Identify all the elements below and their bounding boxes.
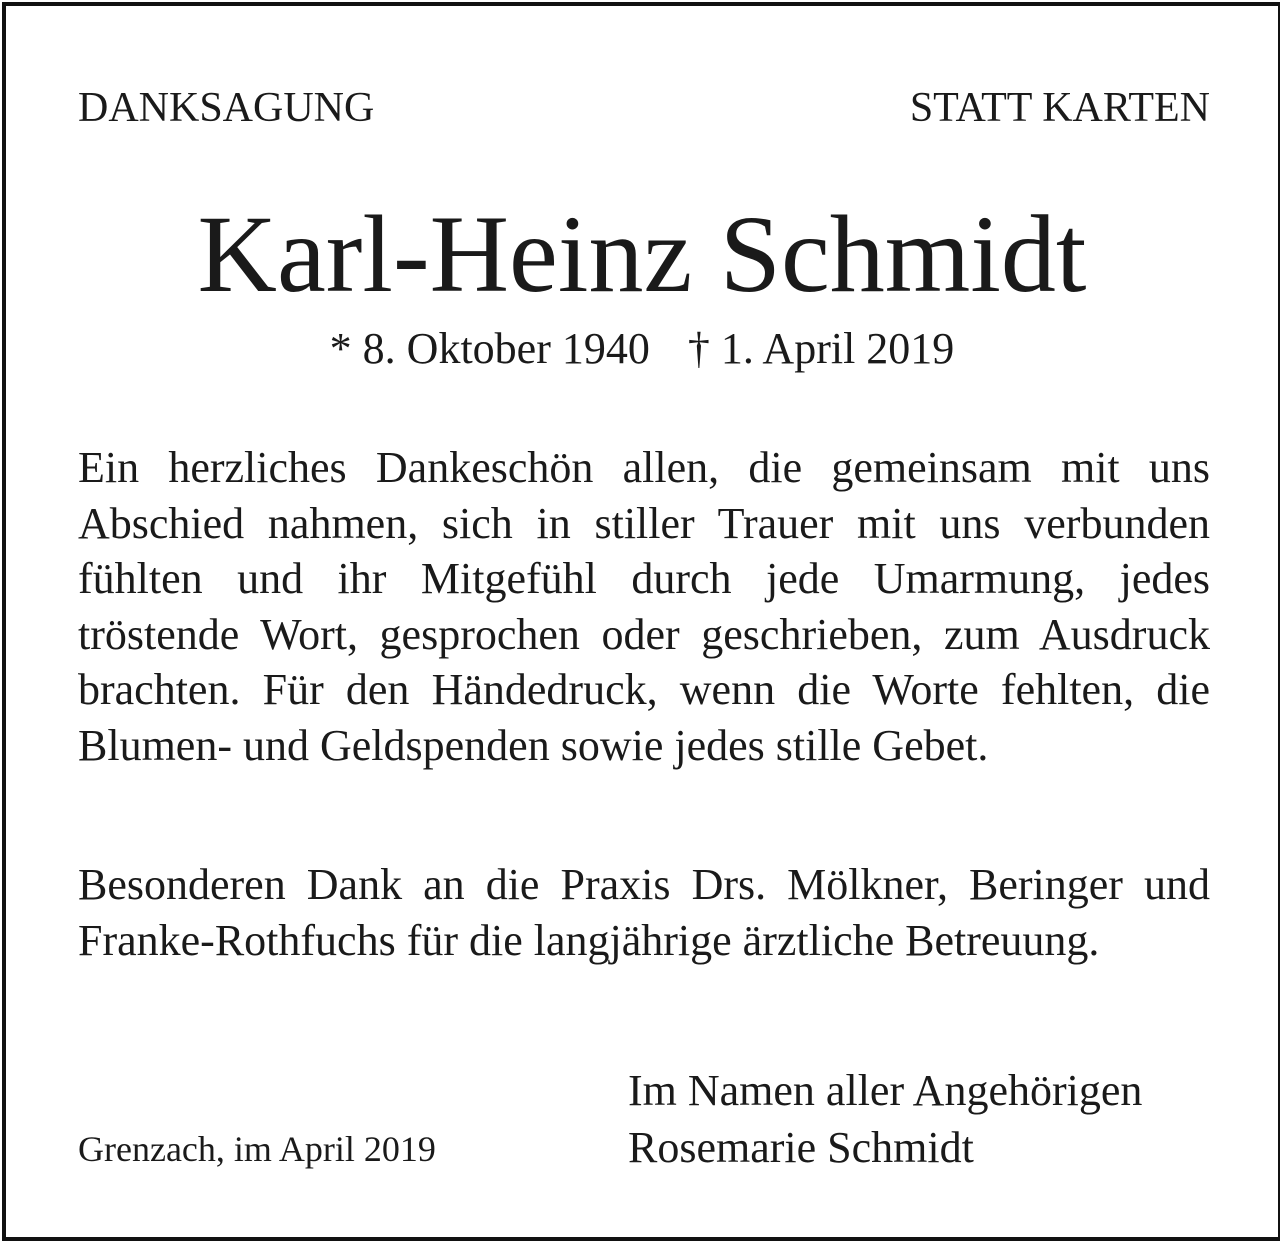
- deceased-name: Karl-Heinz Schmidt: [197, 193, 1087, 315]
- heading-statt-karten: STATT KARTEN: [909, 85, 1210, 131]
- thanks-paragraph: Ein herzliches Dankeschön allen, die gemeinsam mit uns Abschied nahmen, sich in stiller Trauer mit uns verbunden fühlten und ihr Mitgefühl durch jede Umarmung, jedes tröstende Wort, gesprochen oder geschrieben, zum Ausdruck brachten. Für den Händedruck, wenn die Worte fehlten, die Blumen- und Geldspenden sowie jedes stille Gebet.: [78, 443, 1210, 770]
- signature-block: [628, 1062, 1142, 1176]
- life-dates: [6, 324, 1278, 374]
- birth-date: * 8. Oktober 1940: [329, 324, 650, 373]
- death-date: † 1. April 2019: [687, 324, 955, 373]
- signature-name: Rosemarie Schmidt: [628, 1123, 974, 1172]
- special-thanks-paragraph: Besonderen Dank an die Praxis Drs. Mölkner, Beringer und Franke-Rothfuchs für die langjährige ärztliche Betreuung.: [78, 860, 1210, 965]
- signature-line-relatives: Im Namen aller Angehörigen: [628, 1066, 1143, 1115]
- place-and-date: Grenzach, im April 2019: [78, 1129, 436, 1169]
- heading-danksagung: DANKSAGUNG: [78, 85, 375, 131]
- obituary-notice: [2, 2, 1280, 1241]
